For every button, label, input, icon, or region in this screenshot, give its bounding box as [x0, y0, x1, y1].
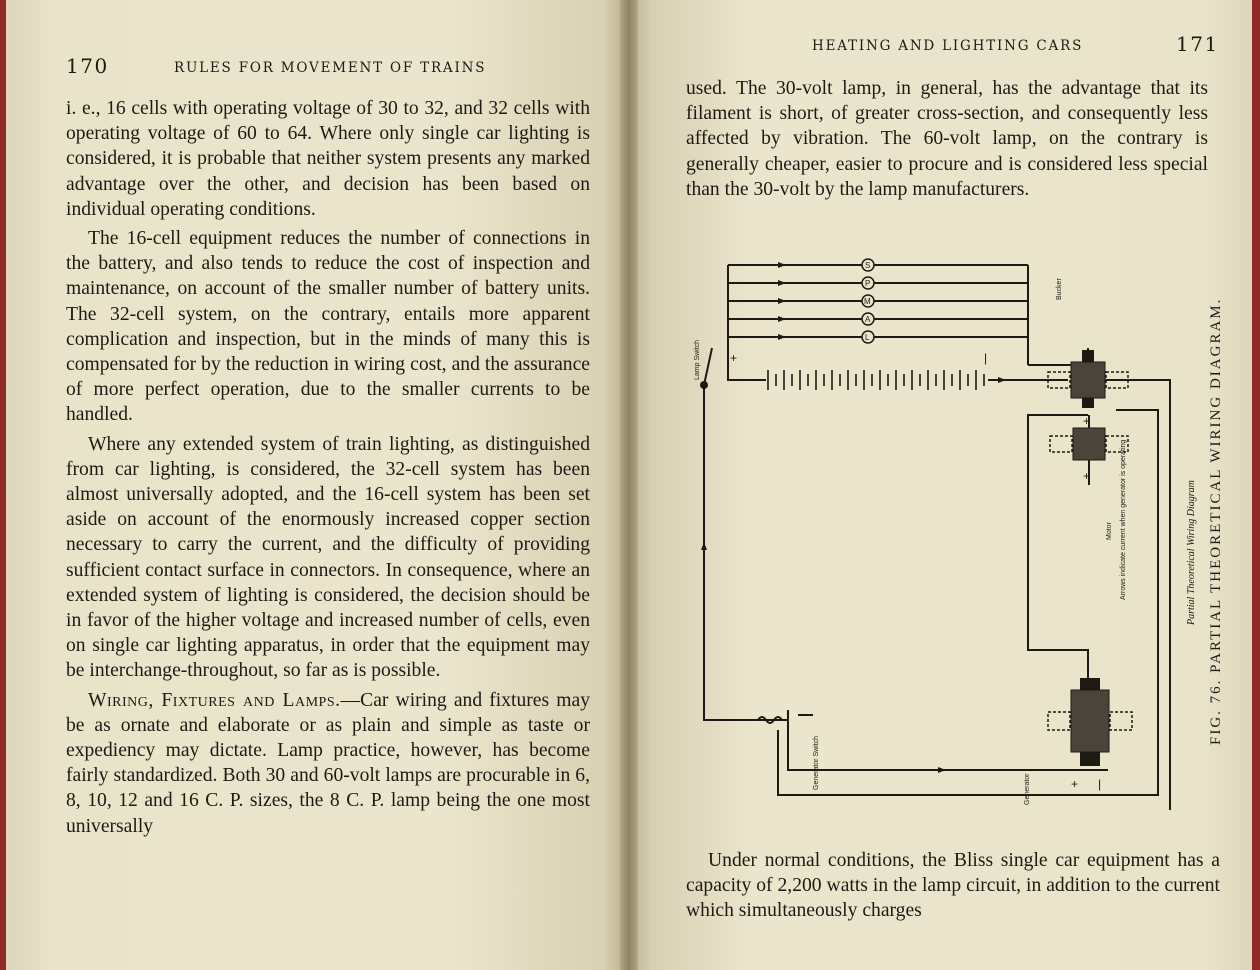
lamp-letter-l: L: [865, 333, 870, 342]
paragraph-top: used. The 30-volt lamp, in general, has the advantage that its filament is short, of greater cross-section, and consequently less affected by vibration. The 60-volt lamp, on the contrary is generally cheaper, easier to procure and is considered less special than the 30-volt by the lamp manufacturers.: [686, 78, 1208, 200]
paragraph-bottom: Under normal conditions, the Bliss single car equipment has a capacity of 2,200 watts in the lamp circuit, in addition to the current which simultaneously charges: [686, 850, 1220, 922]
lamp-switch-label: Lamp Switch: [694, 339, 701, 380]
bucker-label: Bucker: [1056, 278, 1063, 300]
svg-text:+: +: [1083, 414, 1091, 428]
paragraph-4: [66, 688, 590, 839]
generator-machine: [1048, 678, 1132, 766]
generator-switch-label: Generator Switch: [813, 735, 820, 790]
lamp-letter-a: A: [865, 315, 871, 324]
right-page: [628, 0, 1260, 970]
lamp-circuit-lines: [728, 265, 1028, 365]
paragraph-2: The 16-cell equipment reduces the number of connections in the battery, and also tends to reduce the cost of inspection and maintenance, on account of the smaller number of battery units. The 32-cell system, on the contrary, entails more apparent complication and inspection, but in the minds of many this is compensated for by the reduction in wiring cost, and the assurance of more perfect operation, due to the smaller currents to be handled.: [66, 228, 590, 426]
inner-figure-caption: Partial Theoretical Wiring Diagram: [1186, 480, 1197, 625]
left-page: [0, 0, 628, 970]
book-gutter: [620, 0, 638, 970]
lamp-letter-p: P: [865, 279, 871, 288]
svg-text:+: +: [730, 351, 738, 365]
lamps: [862, 259, 874, 343]
lamp-switch: [701, 348, 712, 388]
svg-text:+: +: [1083, 469, 1091, 483]
lamp-l: [862, 331, 874, 343]
switch-to-generator: [788, 720, 1108, 770]
right-body-top: [686, 76, 1208, 206]
lamp-m: [862, 295, 874, 307]
right-running-title: HEATING AND LIGHTING CARS: [812, 38, 1084, 54]
lamp-letter-s: S: [865, 261, 871, 270]
svg-text:|: |: [984, 351, 988, 365]
lamp-a: [862, 313, 874, 325]
right-page-number: 171: [1176, 32, 1219, 56]
figure-caption: FIG. 76. PARTIAL THEORETICAL WIRING DIAGRAM.: [1208, 297, 1224, 745]
section-heading: Wiring, Fixtures and Lamps.: [88, 689, 341, 711]
lamp-letter-m: M: [864, 297, 871, 306]
left-body-text: [66, 96, 590, 843]
generator-label: Generator: [1024, 773, 1031, 805]
motor-label: Motor: [1106, 522, 1113, 540]
polarity-marks: [730, 351, 1101, 791]
arrows-note-label: Arrows indicate current when generator is operating: [1120, 439, 1127, 600]
left-running-title: RULES FOR MOVEMENT OF TRAINS: [174, 60, 487, 76]
battery: [768, 370, 984, 390]
svg-text:|: |: [1098, 777, 1102, 791]
lamp-s: [862, 259, 874, 271]
left-page-number: 170: [66, 54, 109, 78]
wiring-diagram: [688, 250, 1208, 810]
paragraph-1: i. e., 16 cells with operating voltage of 30 to 32, and 32 cells with operating voltage of 60 to 64. Where only single car lighting is considered, it is probable that neither system presents any marked advantage over the other, and decision has been based on individual operating conditions.: [66, 98, 590, 220]
lamp-p: [862, 277, 874, 289]
section-text: —Car wiring and fixtures may be as ornate and elaborate or as plain and simple as taste or expediency may dictate. Lamp practice, however, has become fairly standardized. Both 30 and 60-volt lamps are procurable in 6, 8, 10, 12 and 16 C. P. sizes, the 8 C. P. lamp being the one most universally: [66, 689, 590, 837]
main-left-bus: [704, 385, 788, 720]
right-body-bottom: [686, 848, 1220, 928]
current-arrows: [701, 262, 1006, 773]
paragraph-3: Where any extended system of train lighting, as distinguished from car lighting, is considered, the 32-cell system has been almost universally adopted, and the 16-cell system has been set aside on account of the enormously increased copper section necessary to carry the current, and the difficulty of providing sufficient contact surface in connectors. In consequence, where an extended system of lighting is considered, the decision should be in favor of the higher voltage and increased number of cells, even on single car lighting apparatus, in order that the equipment may be interchange-throughout, so far as is possible.: [66, 433, 590, 682]
svg-text:+: +: [1071, 777, 1079, 791]
